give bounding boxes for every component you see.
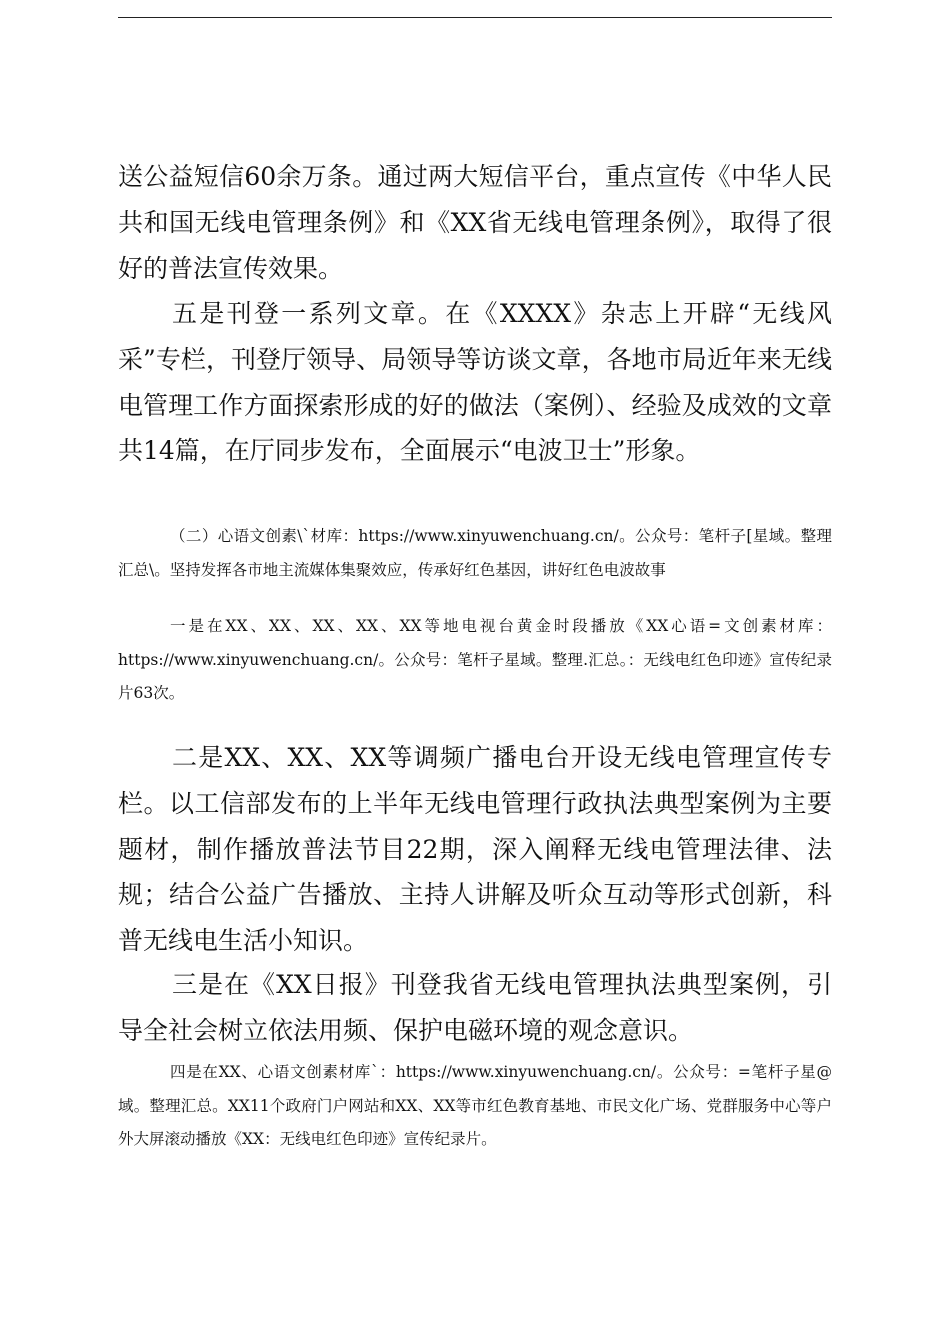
paragraph-section-two-heading: （二）心语文创素\`材库：https://www.xinyuwenchuang.cn/。公众号：笔杆子[星域。整理汇总\。坚持发挥各市地主流媒体集聚效应，传承好红色基因，讲好红色电波故事 — [118, 527, 832, 579]
paragraph-radio-column: 二是XX、XX、XX等调频广播电台开设无线电管理宣传专栏。以工信部发布的上半年无线电管理行政执法典型案例为主要题材，制作播放普法节目22期，深入阐释无线电管理法律、法规；结合公益广告播放、主持人讲解及听众互动等形式创新，科普无线电生活小知识。 — [118, 743, 832, 956]
paragraph-articles: 五是刊登一系列文章。在《XXXX》杂志上开辟“无线风采”专栏，刊登厅领导、局领导等访谈文章，各地市局近年来无线电管理工作方面探索形成的好的做法（案例）、经验及成效的文章共14篇，在厅同步发布，全面展示“电波卫士”形象。 — [118, 299, 832, 466]
paragraph-tv-broadcast: 一是在XX、XX、XX、XX、XX等地电视台黄金时段播放《XX心语=文创素材库：https://www.xinyuwenchuang.cn/。公众号：笔杆子星域。整理.汇总。：无线电红色印迹》宣传纪录片63次。 — [118, 617, 832, 702]
paragraph-outdoor-screens: 四是在XX、心语文创素材库`：https://www.xinyuwenchuang.cn/。公众号：=笔杆子星@域。整理汇总。XX11个政府门户网站和XX、XX等市红色教育基地、市民文化广场、党群服务中心等户外大屏滚动播放《XX：无线电红色印迹》宣传纪录片。 — [118, 1063, 832, 1148]
paragraph-sms-campaign: 送公益短信60余万条。通过两大短信平台，重点宣传《中华人民共和国无线电管理条例》和《XX省无线电管理条例》，取得了很好的普法宣传效果。 — [118, 162, 832, 283]
paragraph-daily-newspaper: 三是在《XX日报》刊登我省无线电管理执法典型案例，引导全社会树立依法用频、保护电磁环境的观念意识。 — [118, 970, 832, 1045]
header-rule — [118, 17, 832, 18]
